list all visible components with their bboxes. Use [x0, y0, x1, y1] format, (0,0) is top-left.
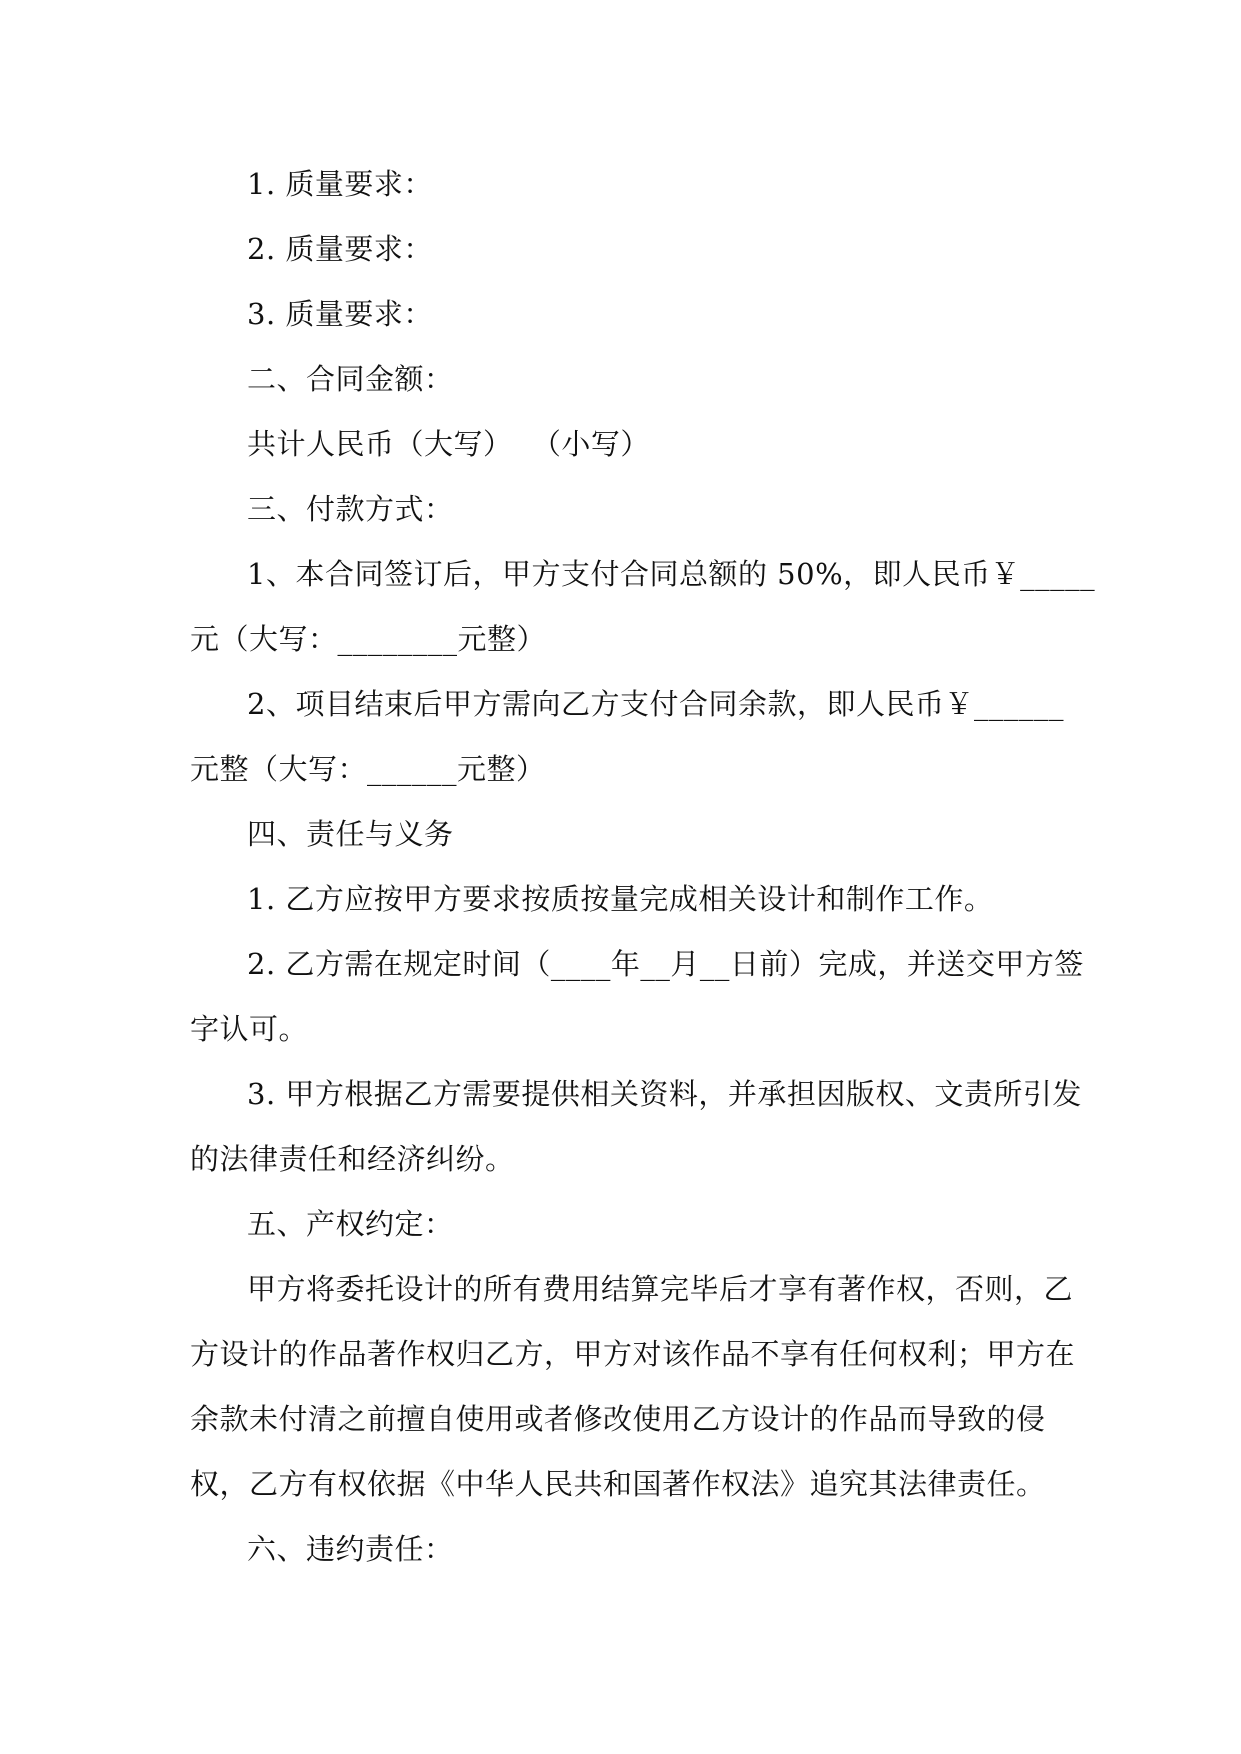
payment-clause-2-line-1: 2、项目结束后甲方需向乙方支付合同余款，即人民币￥______ — [247, 687, 1064, 721]
quality-requirement-2: 2. 质量要求： — [247, 232, 433, 266]
payment-clause-2-line-2: 元整（大写：______元整） — [190, 752, 546, 786]
payment-clause-1-line-2: 元（大写：________元整） — [190, 622, 547, 656]
section-heading-payment-method: 三、付款方式： — [247, 492, 454, 526]
property-rights-paragraph-line-4: 权，乙方有权依据《中华人民共和国著作权法》追究其法律责任。 — [190, 1467, 1046, 1501]
property-rights-paragraph-line-1: 甲方将委托设计的所有费用结算完毕后才享有著作权，否则，乙 — [247, 1272, 1074, 1306]
section-heading-contract-amount: 二、合同金额： — [247, 362, 454, 396]
responsibility-clause-3-line-1: 3. 甲方根据乙方需要提供相关资料，并承担因版权、文责所引发 — [247, 1077, 1082, 1111]
quality-requirement-1: 1. 质量要求： — [247, 167, 433, 201]
section-heading-responsibilities: 四、责任与义务 — [247, 817, 454, 851]
section-heading-breach-liability: 六、违约责任： — [247, 1532, 454, 1566]
responsibility-clause-3-line-2: 的法律责任和经济纠纷。 — [190, 1142, 515, 1176]
responsibility-clause-2-line-1: 2. 乙方需在规定时间（____年__月__日前）完成，并送交甲方签 — [247, 947, 1084, 981]
property-rights-paragraph-line-2: 方设计的作品著作权归乙方，甲方对该作品不享有任何权利；甲方在 — [190, 1337, 1076, 1371]
total-amount-line: 共计人民币（大写） （小写） — [247, 427, 650, 461]
responsibility-clause-2-line-2: 字认可。 — [190, 1012, 309, 1046]
section-heading-property-rights: 五、产权约定： — [247, 1207, 454, 1241]
property-rights-paragraph-line-3: 余款未付清之前擅自使用或者修改使用乙方设计的作品而导致的侵 — [190, 1402, 1046, 1436]
payment-clause-1-line-1: 1、本合同签订后，甲方支付合同总额的 50%，即人民币￥_____ — [247, 557, 1096, 591]
quality-requirement-3: 3. 质量要求： — [247, 297, 433, 331]
responsibility-clause-1: 1. 乙方应按甲方要求按质按量完成相关设计和制作工作。 — [247, 882, 994, 916]
